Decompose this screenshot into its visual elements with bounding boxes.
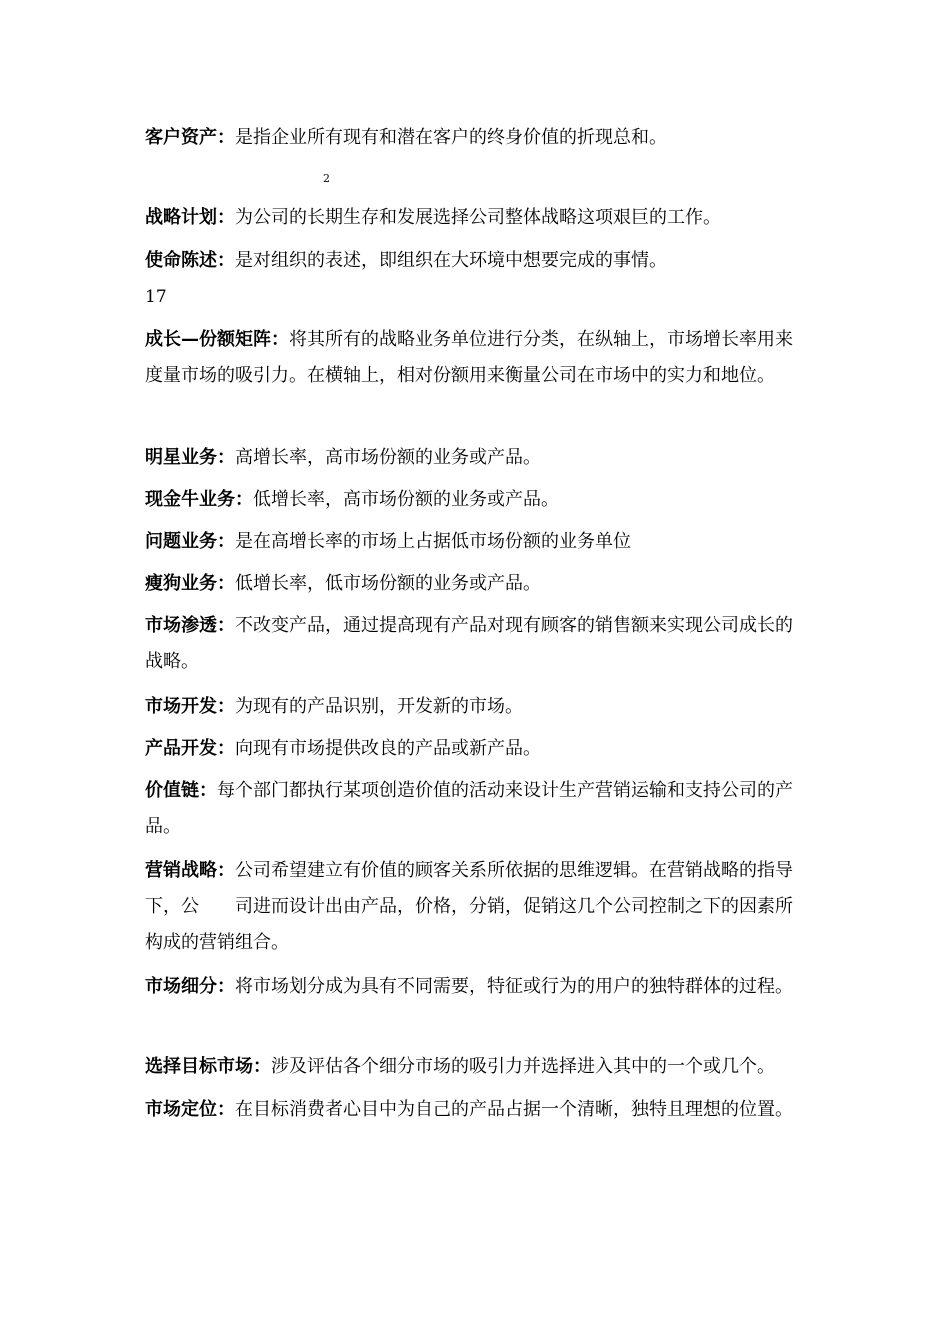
entry-stars: 明星业务：高增长率，高市场份额的业务或产品。 bbox=[145, 447, 541, 468]
entry-market-segmentation: 市场细分：将市场划分成为具有不同需要，特征或行为的用户的独特群体的过程。 bbox=[145, 976, 793, 997]
entry-definition: 向现有市场提供改良的产品或新产品。 bbox=[235, 738, 541, 759]
entry-term: 价值链 bbox=[145, 780, 199, 801]
entry-growth-share-matrix: 成长—份额矩阵：将其所有的战略业务单位进行分类，在纵轴上，市场增长率用来度量市场的吸引力。在横轴上，相对份额用来衡量公司在市场中的实力和地位。 bbox=[145, 329, 793, 386]
entry-market-development: 市场开发：为现有的产品识别，开发新的市场。 bbox=[145, 696, 523, 717]
entry-term: 问题业务 bbox=[145, 531, 217, 552]
entry-term: 明星业务 bbox=[145, 447, 217, 468]
entry-definition: 将市场划分成为具有不同需要，特征或行为的用户的独特群体的过程。 bbox=[235, 976, 793, 997]
entry-definition: 是对组织的表述，即组织在大环境中想要完成的事情。 bbox=[235, 250, 667, 271]
entry-positioning: 市场定位：在目标消费者心目中为自己的产品占据一个清晰，独特且理想的位置。 bbox=[145, 1099, 793, 1120]
entry-term: 现金牛业务 bbox=[145, 489, 235, 510]
entry-market-penetration: 市场渗透：不改变产品，通过提高现有产品对现有顾客的销售额来实现公司成长的战略。 bbox=[145, 615, 793, 672]
entry-definition: 公司希望建立有价值的顾客关系所依据的思维逻辑。在营销战略的指导下，公 司进而设计出由产品，价格，分销，促销这几个公司控制之下的因素所构成的营销组合。 bbox=[145, 860, 793, 953]
entry-term: 瘦狗业务 bbox=[145, 573, 217, 594]
entry-definition: 不改变产品，通过提高现有产品对现有顾客的销售额来实现公司成长的战略。 bbox=[145, 615, 793, 672]
entry-definition: 涉及评估各个细分市场的吸引力并选择进入其中的一个或几个。 bbox=[271, 1056, 775, 1077]
entry-definition: 在目标消费者心目中为自己的产品占据一个清晰，独特且理想的位置。 bbox=[235, 1099, 793, 1120]
entry-definition: 是在高增长率的市场上占据低市场份额的业务单位 bbox=[235, 531, 631, 552]
entry-definition: 高增长率，高市场份额的业务或产品。 bbox=[235, 447, 541, 468]
entry-strategic-planning: 战略计划：为公司的长期生存和发展选择公司整体战略这项艰巨的工作。 bbox=[145, 207, 721, 228]
entry-definition: 低增长率，高市场份额的业务或产品。 bbox=[253, 489, 559, 510]
entry-mission-statement: 使命陈述：是对组织的表述，即组织在大环境中想要完成的事情。 bbox=[145, 250, 667, 271]
page-mark-small: 2 bbox=[323, 172, 330, 185]
entry-question-marks: 问题业务：是在高增长率的市场上占据低市场份额的业务单位 bbox=[145, 531, 631, 552]
entry-term: 营销战略 bbox=[145, 860, 217, 881]
entry-term: 市场定位 bbox=[145, 1099, 217, 1120]
entry-term: 成长—份额矩阵 bbox=[145, 329, 271, 350]
entry-definition: 为现有的产品识别，开发新的市场。 bbox=[235, 696, 523, 717]
entry-term: 产品开发 bbox=[145, 738, 217, 759]
entry-market-targeting: 选择目标市场：涉及评估各个细分市场的吸引力并选择进入其中的一个或几个。 bbox=[145, 1056, 775, 1077]
entry-term: 战略计划 bbox=[145, 207, 217, 228]
entry-definition: 将其所有的战略业务单位进行分类，在纵轴上，市场增长率用来度量市场的吸引力。在横轴上，相对份额用来衡量公司在市场中的实力和地位。 bbox=[145, 329, 793, 386]
entry-term: 选择目标市场 bbox=[145, 1056, 253, 1077]
entry-product-development: 产品开发：向现有市场提供改良的产品或新产品。 bbox=[145, 738, 541, 759]
entry-cash-cows: 现金牛业务：低增长率，高市场份额的业务或产品。 bbox=[145, 489, 559, 510]
entry-definition: 为公司的长期生存和发展选择公司整体战略这项艰巨的工作。 bbox=[235, 207, 721, 228]
entry-term: 客户资产 bbox=[145, 127, 217, 148]
entry-term: 市场细分 bbox=[145, 976, 217, 997]
entry-term: 使命陈述 bbox=[145, 250, 217, 271]
entry-dogs: 瘦狗业务：低增长率，低市场份额的业务或产品。 bbox=[145, 573, 541, 594]
entry-definition: 每个部门都执行某项创造价值的活动来设计生产营销运输和支持公司的产品。 bbox=[145, 780, 793, 837]
entry-term: 市场渗透 bbox=[145, 615, 217, 636]
page-number: 17 bbox=[145, 287, 167, 307]
entry-value-chain: 价值链：每个部门都执行某项创造价值的活动来设计生产营销运输和支持公司的产品。 bbox=[145, 780, 793, 837]
entry-definition: 低增长率，低市场份额的业务或产品。 bbox=[235, 573, 541, 594]
entry-term: 市场开发 bbox=[145, 696, 217, 717]
entry-definition: 是指企业所有现有和潜在客户的终身价值的折现总和。 bbox=[235, 127, 667, 148]
entry-marketing-strategy: 营销战略：公司希望建立有价值的顾客关系所依据的思维逻辑。在营销战略的指导下，公 司进而设计出由产品，价格，分销，促销这几个公司控制之下的因素所构成的营销组合。 bbox=[145, 860, 793, 953]
entry-customer-equity: 客户资产：是指企业所有现有和潜在客户的终身价值的折现总和。 bbox=[145, 127, 667, 148]
